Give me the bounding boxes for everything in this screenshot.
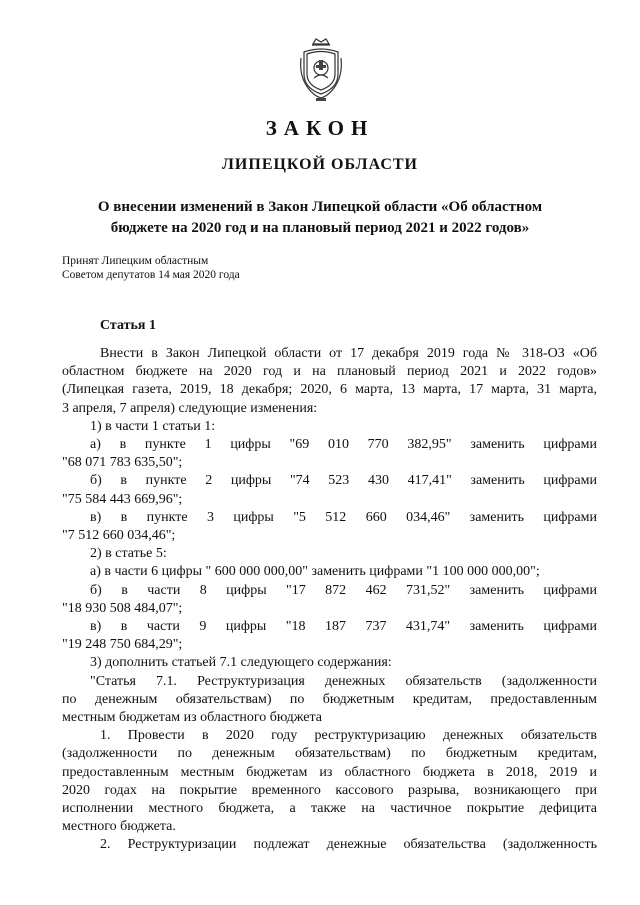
adoption-note [62,254,240,282]
text-line: "7 512 660 034,46"; [62,528,176,544]
text-line: 1. Провести в 2020 году реструктуризацию денежных обязательств [100,728,597,744]
text-line: а) в пункте 1 цифры "69 010 770 382,95" заменить цифрами [90,437,597,453]
text-line: "68 071 783 635,50"; [62,455,183,471]
text-line: "Статья 7.1. Реструктуризация денежных обязательств (задолженности [90,673,597,689]
subject-line: О внесении изменений в Закон Липецкой области «Об областном [97,199,543,215]
text-line: местным бюджетам из областного бюджета [62,710,322,726]
region-title: ЛИПЕЦКОЙ ОБЛАСТИ [222,156,418,173]
coat-of-arms-icon [298,38,344,102]
text-line: (Липецкая газета, 2019, 18 декабря; 2020, 6 марта, 13 марта, 17 марта, 31 марта, [62,382,597,398]
text-line: предоставленным местным бюджетам из областного бюджета в 2018, 2019 и [62,764,597,780]
article-body [62,345,597,855]
text-line: б) в пункте 2 цифры "74 523 430 417,41" заменить цифрами [90,473,597,489]
text-line: Внести в Закон Липецкой области от 17 декабря 2019 года № 318-ОЗ «Об [100,346,597,361]
text-line: в) в пункте 3 цифры "5 512 660 034,46" заменить цифрами [90,509,597,525]
document-title: ЗАКОН [265,116,375,140]
text-line: 2. Реструктуризации подлежат денежные обязательства (задолженность [100,837,597,853]
text-line: 3) дополнить статьей 7.1 следующего содержания: [90,655,392,671]
text-line: б) в части 8 цифры "17 872 462 731,52" заменить цифрами [90,582,597,598]
adoption-line: Советом депутатов 14 мая 2020 года [62,269,240,281]
text-line: в) в части 9 цифры "18 187 737 431,74" заменить цифрами [90,619,597,635]
text-line: исполнении местного бюджета, а также на частичное покрытие дефицита [62,801,597,817]
subject-line: бюджете на 2020 год и на плановый период 2021 и 2022 годов» [110,220,530,236]
text-line: "75 584 443 669,96"; [62,491,183,507]
text-line: 3 апреля, 7 апреля) следующие изменения: [62,400,318,416]
text-line: 2020 годах на покрытие временного кассового разрыва, возникающего при [62,782,597,798]
law-subject [60,197,580,239]
text-line: местного бюджета. [62,819,176,835]
text-line: (задолженности по денежным обязательствам) по бюджетным кредитам, [62,746,597,762]
text-line: а) в части 6 цифры " 600 000 000,00" заменить цифрами "1 100 000 000,00"; [90,564,540,580]
text-line: по денежным обязательствам) по бюджетным кредитам, предоставленным [62,691,597,707]
text-line: областном бюджете на 2020 год и на плановый период 2021 и 2022 годов» [62,364,597,380]
text-line: 2) в статье 5: [90,546,167,562]
text-line: "19 248 750 684,29"; [62,637,183,653]
adoption-line: Принят Липецким областным [62,255,209,267]
article-heading: Статья 1 [100,318,156,333]
text-line: "18 930 508 484,07"; [62,600,183,616]
text-line: 1) в части 1 статьи 1: [90,418,216,434]
